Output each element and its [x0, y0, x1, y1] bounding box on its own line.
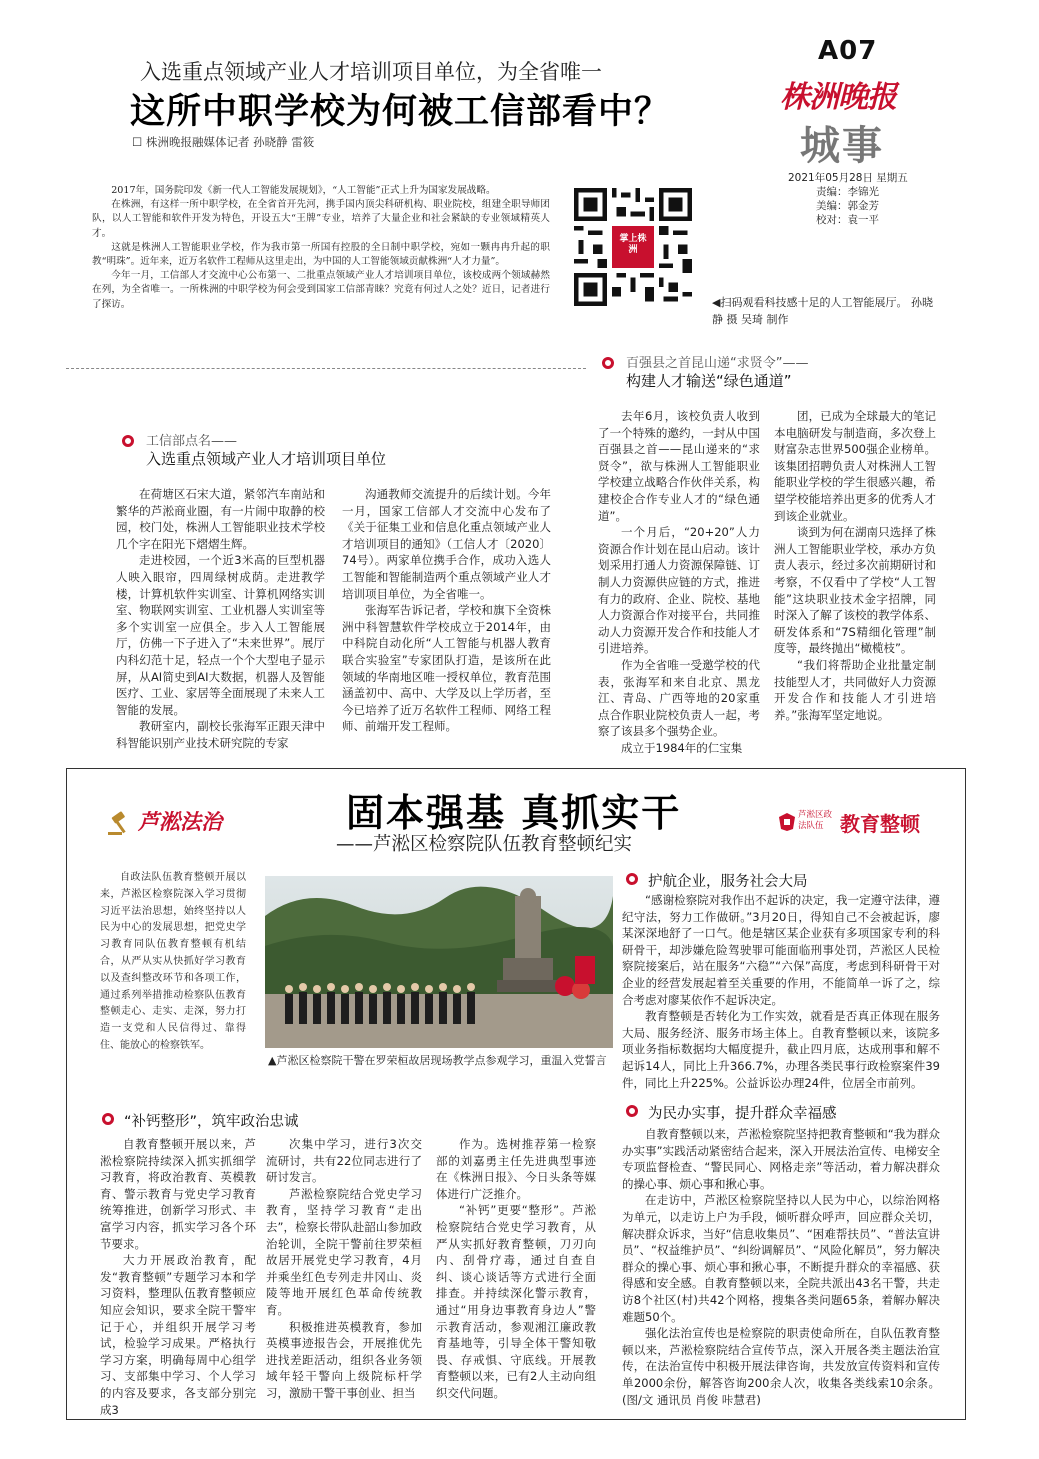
- section-c-col3: [436, 1136, 596, 1402]
- paragraph: 自教育整顿开展以来，芦淞检察院持续深入抓实抓细学习教育，将政治教育、英模教育、警示教育与党史学习教育统筹推进，创新学习形式、丰富学习内容，抓实学习各个环节要求。: [100, 1137, 256, 1251]
- paragraph: 教育整顿是否转化为工作实效，就看是否真正体现在服务大局、服务经济、服务市场主体上。自教育整顿以来，该院多项业务指标数据均大幅度提升，截止四月底，达成刑事和解不起诉14人，同比上升366.7%，办理各类民事行政检察案件39件，同比上升225%。公益诉讼办理24件，位居全市前列。: [622, 1009, 940, 1090]
- section-name: 城事: [800, 122, 884, 169]
- section1-col1: [116, 486, 325, 752]
- section-a-title: 护航企业，服务社会大局: [648, 874, 808, 890]
- paragraph: 一个月后，“20+20”人力资源合作计划在昆山启动。该计划采用打通人力资源保障链、订制人力资源供应链的方式，推进有力的政府、企业、院校、基地人力资源合作对接平台，共同推动人力资源开发合作和技能人才引进培养。: [598, 525, 760, 656]
- paragraph: 强化法治宣传也是检察院的职责使命所在，自队伍教育整顿以来，芦淞检察院结合宣传节点，深入开展各类主题法治宣传，在法治宣传中积极开展法律咨询，共发放宣传资料和宣传单2000余份，解答咨询200余人次，收集各类线索10余条。 (图/文 通讯员 肖俊 咔慧君): [622, 1326, 940, 1407]
- section-c-title: “补钙整形”，筑牢政治忠诚: [124, 1114, 299, 1130]
- section-b-body: [622, 1126, 940, 1408]
- paragraph: 在荷塘区石宋大道，紧邻汽车南站和繁华的芦淞商业圈，有一片闹中取静的校园，校门处，株洲人工智能职业技术学校几个字在阳光下熠熠生辉。: [116, 487, 325, 551]
- intro-paragraph: 2017年，国务院印发《新一代人工智能发展规划》，“人工智能”正式上升为国家发展战略。: [111, 185, 496, 196]
- section2-kicker: 百强县之首昆山递“求贤令”——: [626, 356, 809, 371]
- paragraph: 走进校园，一个近3米高的巨型机器人映入眼帘，四周绿树成荫。走进教学楼，计算机软件实训室、计算机网络实训室、物联网实训室、工业机器人实训室等多个实训室一应俱全。步入人工智能展厅，仿佛一下子进入了“未来世界”。展厅内科幻范十足，轻点一个个大型电子显示屏，从AI简史到AI大数据，机器人及智能医疗、工业、家居等全面展现了未来人工智能的发展。: [116, 553, 325, 717]
- paragraph: “感谢检察院对我作出不起诉的决定，我一定遵守法律，遵纪守法，努力工作做研。”3月20日，得知自己不会被起诉，廖某深深地舒了一口气。他是辖区某企业获有多项国家专利的科研骨干，却涉嫌危险驾驶罪可能面临刑事处罚，芦淞区人民检察院接案后，站在服务“六稳”“六保”高度，考虑到科研骨干对企业的经营发展起着至关重要的作用，不能简单一诉了之，综合考虑对廖某依作不起诉决定。: [622, 893, 940, 1007]
- photo-caption: ▲芦淞区检察院干警在罗荣桓故居现场教学点参观学习，重温入党誓言: [268, 1054, 607, 1067]
- paragraph: 次集中学习，进行3次交流研讨，共有22位同志进行了研讨发言。: [266, 1137, 422, 1185]
- paragraph: 作为。选树推荐第一检察部的刘嘉勇主任先进典型事迹在《株洲日报》、今日头条等媒体进行广泛推介。: [436, 1137, 596, 1201]
- paragraph: 自教育整顿以来，芦淞检察院坚持把教育整顿和“我为群众办实事”实践活动紧密结合起来，深入开展法治宣传、电梯安全专项监督检查、“警民同心、网格走亲”等活动，着力解决群众的操心事、烦心事和揪心事。: [622, 1127, 940, 1191]
- paragraph: 大力开展政治教育，配发“教育整顿”专题学习本和学习资料，整理队伍教育整顿应知应会知识，要求全院干警牢记于心，并组织开展学习考试，检验学习成果。严格执行学习方案，明确每周中心组学习、支部集中学习、个人学习的内容及要求，各支部分别完成3: [100, 1253, 256, 1417]
- qr-code[interactable]: [574, 188, 692, 306]
- paragraph: “我们将帮助企业批量定制技能型人才，共同做好人力资源开发合作和技能人才引进培养。”张海军坚定地说。: [774, 657, 936, 722]
- section-b-title: 为民办实事，提升群众幸福感: [648, 1106, 837, 1122]
- paragraph: 积极推进英模教育，参加英模事迹报告会，开展推优先进找差距活动，组织各业务领域年轻干警向上级院标杆学习，激励干警干事创业、担当: [266, 1319, 422, 1400]
- article2-intro: [100, 870, 246, 1055]
- intro-paragraph: 这就是株洲人工智能职业学校，作为我市第一所国有控股的全日制中职学校，宛如一颗冉冉升起的职教“明珠”。近年来，近万名软件工程师从这里走出，为中国的人工智能领域贡献株洲“人才力量”。: [92, 241, 550, 268]
- section1-kicker: 工信部点名——: [146, 434, 238, 449]
- article1-headline: 这所中职学校为何被工信部看中？: [130, 92, 671, 132]
- masthead-date: 2021年05月28日 星期五: [788, 172, 908, 184]
- bullet-icon: [626, 873, 638, 885]
- section-c-col2: [266, 1136, 422, 1402]
- paragraph: 作为全省唯一受邀学校的代表，张海军和来自北京、黑龙江、青岛、广西等地的20家重点合作职业院校负责人一起，考察了该县多个强势企业。: [598, 657, 760, 739]
- education-rectification-logo: [778, 806, 948, 840]
- section2-col2: [774, 408, 936, 723]
- lusong-fazhi-label: 芦淞法治: [138, 810, 222, 834]
- paragraph: “补钙”更要“整形”。芦淞检察院结合党史学习教育，从严从实抓好教育整顿，刀刃向内、刮骨疗毒，通过自查自纠、谈心谈话等方式进行全面排查。并持续深化警示教育，通过“用身边事教育身边人”警示教育活动，参观湘江廉政教育基地等，引导全体干警知敬畏、存戒惧、守底线。开展教育整顿以来，已有2人主动向组织交代问题。: [436, 1203, 596, 1400]
- paragraph: 沟通教师交流提升的后续计划。今年一月，国家工信部人才交流中心发布了《关于征集工业和信息化重点领域产业人才培训项目的通知》（工信人才〔2020〕74号）。两家单位携手合作，成功入选人工智能和智能制造两个重点领域产业人才培训项目单位，为全省唯一。: [342, 487, 551, 601]
- qr-caption: ◀扫码观看科技感十足的人工智能展厅。 孙晓静 摄 吴琦 制作: [712, 296, 933, 326]
- intro-paragraph: 在株洲，有这样一所中职学校，在全省首开先河，携手国内顶尖科研机构、职业院校，组建全职导师团队，以人工智能和软件开发为特色，开设五大“王牌”专业，培养了大量企业和社会紧缺的专业领域精英人才。: [92, 199, 550, 239]
- paragraph: 团，已成为全球最大的笔记本电脑研发与制造商，多次登上财富杂志世界500强企业榜单。该集团招聘负责人对株洲人工智能职业学校的学生很感兴趣，希望学校能培养出更多的优秀人才到该企业就业。: [774, 409, 936, 523]
- section1-title: 入选重点领域产业人才培训项目单位: [146, 450, 387, 468]
- paragraph: 芦淞检察院结合党史学习教育，坚持学习教育“走出去”，检察长带队赴韶山参加政治轮训，全院干警前往罗荣桓故居开展党史学习教育，4月并乘坐红色专列走井冈山、炎陵等地开展红色革命传统教育。: [266, 1186, 422, 1317]
- paragraph: 去年6月，该校负责人收到了一个特殊的邀约，一封从中国百强县之首——昆山递来的“求贤令”，欲与株洲人工智能职业学校建立战略合作伙伴关系，构建校企合作专业人才的“绿色通道”。: [598, 409, 760, 523]
- intro-paragraph: 自政法队伍教育整顿开展以来，芦淞区检察院深入学习贯彻习近平法治思想，始终坚持以人民为中心的发展思想，把党史学习教育同队伍教育整顿有机结合，从严从实从快抓好学习教育以及查纠整改环节和各项工作，通过系列举措推动检察队伍教育整顿走心、走实、走深，努力打造一支党和人民信得过、靠得住、能放心的检察铁军。: [100, 872, 246, 1051]
- intro-paragraph: 今年一月，工信部人才交流中心公布第一、二批重点领域产业人才培训项目单位，该校成两个领域赫然在列，为全省唯一。一所株洲的中职学校为何会受到国家工信部青睐？究竟有何过人之处？近日，记者进行了探访。: [92, 270, 550, 310]
- article1-intro: [92, 184, 550, 312]
- paragraph: 教研室内，副校长张海军正跟天津中科智能识别产业技术研究院的专家: [116, 719, 325, 750]
- section-a-body: [622, 892, 940, 1091]
- gavel-icon: [108, 810, 134, 836]
- paper-name-logo: 株洲晚报: [780, 80, 896, 115]
- section-c-col1: [100, 1136, 256, 1418]
- paragraph: 张海军告诉记者，学校和旗下全资株洲中科智慧软件学校成立于2014年，由中科院自动化所“人工智能与机器人教育联合实验室”专家团队打造，是该所在此领域的华南地区唯一授权单位，教育范围涵盖初中、高中、大学及以上学历者，至今已培养了近万名软件工程师、网络工程师、前端开发工程师。: [342, 603, 551, 734]
- bullet-icon: [626, 1105, 638, 1117]
- emblem-icon: [778, 812, 796, 832]
- section2-title: 构建人才输送“绿色通道”: [626, 372, 792, 390]
- bullet-icon: [102, 1113, 114, 1125]
- masthead-editor: 责编：李锦光: [816, 186, 879, 198]
- paragraph: 在走访中，芦淞区检察院坚持以人民为中心，以综治网格为单元，以走访上户为手段，倾听群众呼声，回应群众关切，解决群众诉求，当好“信息收集员”、“困难帮扶员”、“普法宣讲员”、“权益维护员”、“纠纷调解员”、“风险化解员”，努力解决群众的操心事、烦心事和揪心事，不断提升群众的幸福感、获得感和安全感。自教育整顿以来，全院共派出43名干警，共走访8个社区(村)共42个网格，搜集各类问题65条，着解办解决难题50个。: [622, 1193, 940, 1324]
- divider-line: [66, 368, 586, 369]
- bullet-icon: [602, 357, 614, 369]
- article1-byline: ☐ 株洲晚报融媒体记者 孙晓静 雷筱: [132, 135, 315, 149]
- page-number: A07: [818, 36, 878, 66]
- article2-headline: 固本强基 真抓实干: [346, 791, 682, 835]
- section1-col2: [342, 486, 551, 735]
- article2-subheadline: ——芦淞区检察院队伍教育整顿纪实: [336, 834, 633, 855]
- education-logo-small: 芦淞区政法队伍: [798, 810, 833, 831]
- paragraph: 谈到为何在湖南只选择了株洲人工智能职业学校，承办方负责人表示，经过多次前期研讨和考察，不仅看中了学校“人工智能”这块职业技术金字招牌，同时深入了解了该校的教学体系、研发体系和“7S精细化管理”制度等，最终抛出“橄榄枝”。: [774, 525, 936, 656]
- paragraph: 成立于1984年的仁宝集: [621, 740, 743, 755]
- masthead-designer: 美编：郭金芳: [816, 200, 879, 212]
- ceremony-photo: [265, 876, 613, 1048]
- bullet-icon: [122, 435, 134, 447]
- article1-kicker: 入选重点领域产业人才培训项目单位，为全省唯一: [140, 60, 602, 84]
- section2-col1: [598, 408, 760, 756]
- education-logo-label: 教育整顿: [840, 812, 920, 836]
- masthead-proofreader: 校对：袁一平: [816, 214, 879, 226]
- qr-badge: 掌上株洲: [619, 234, 647, 255]
